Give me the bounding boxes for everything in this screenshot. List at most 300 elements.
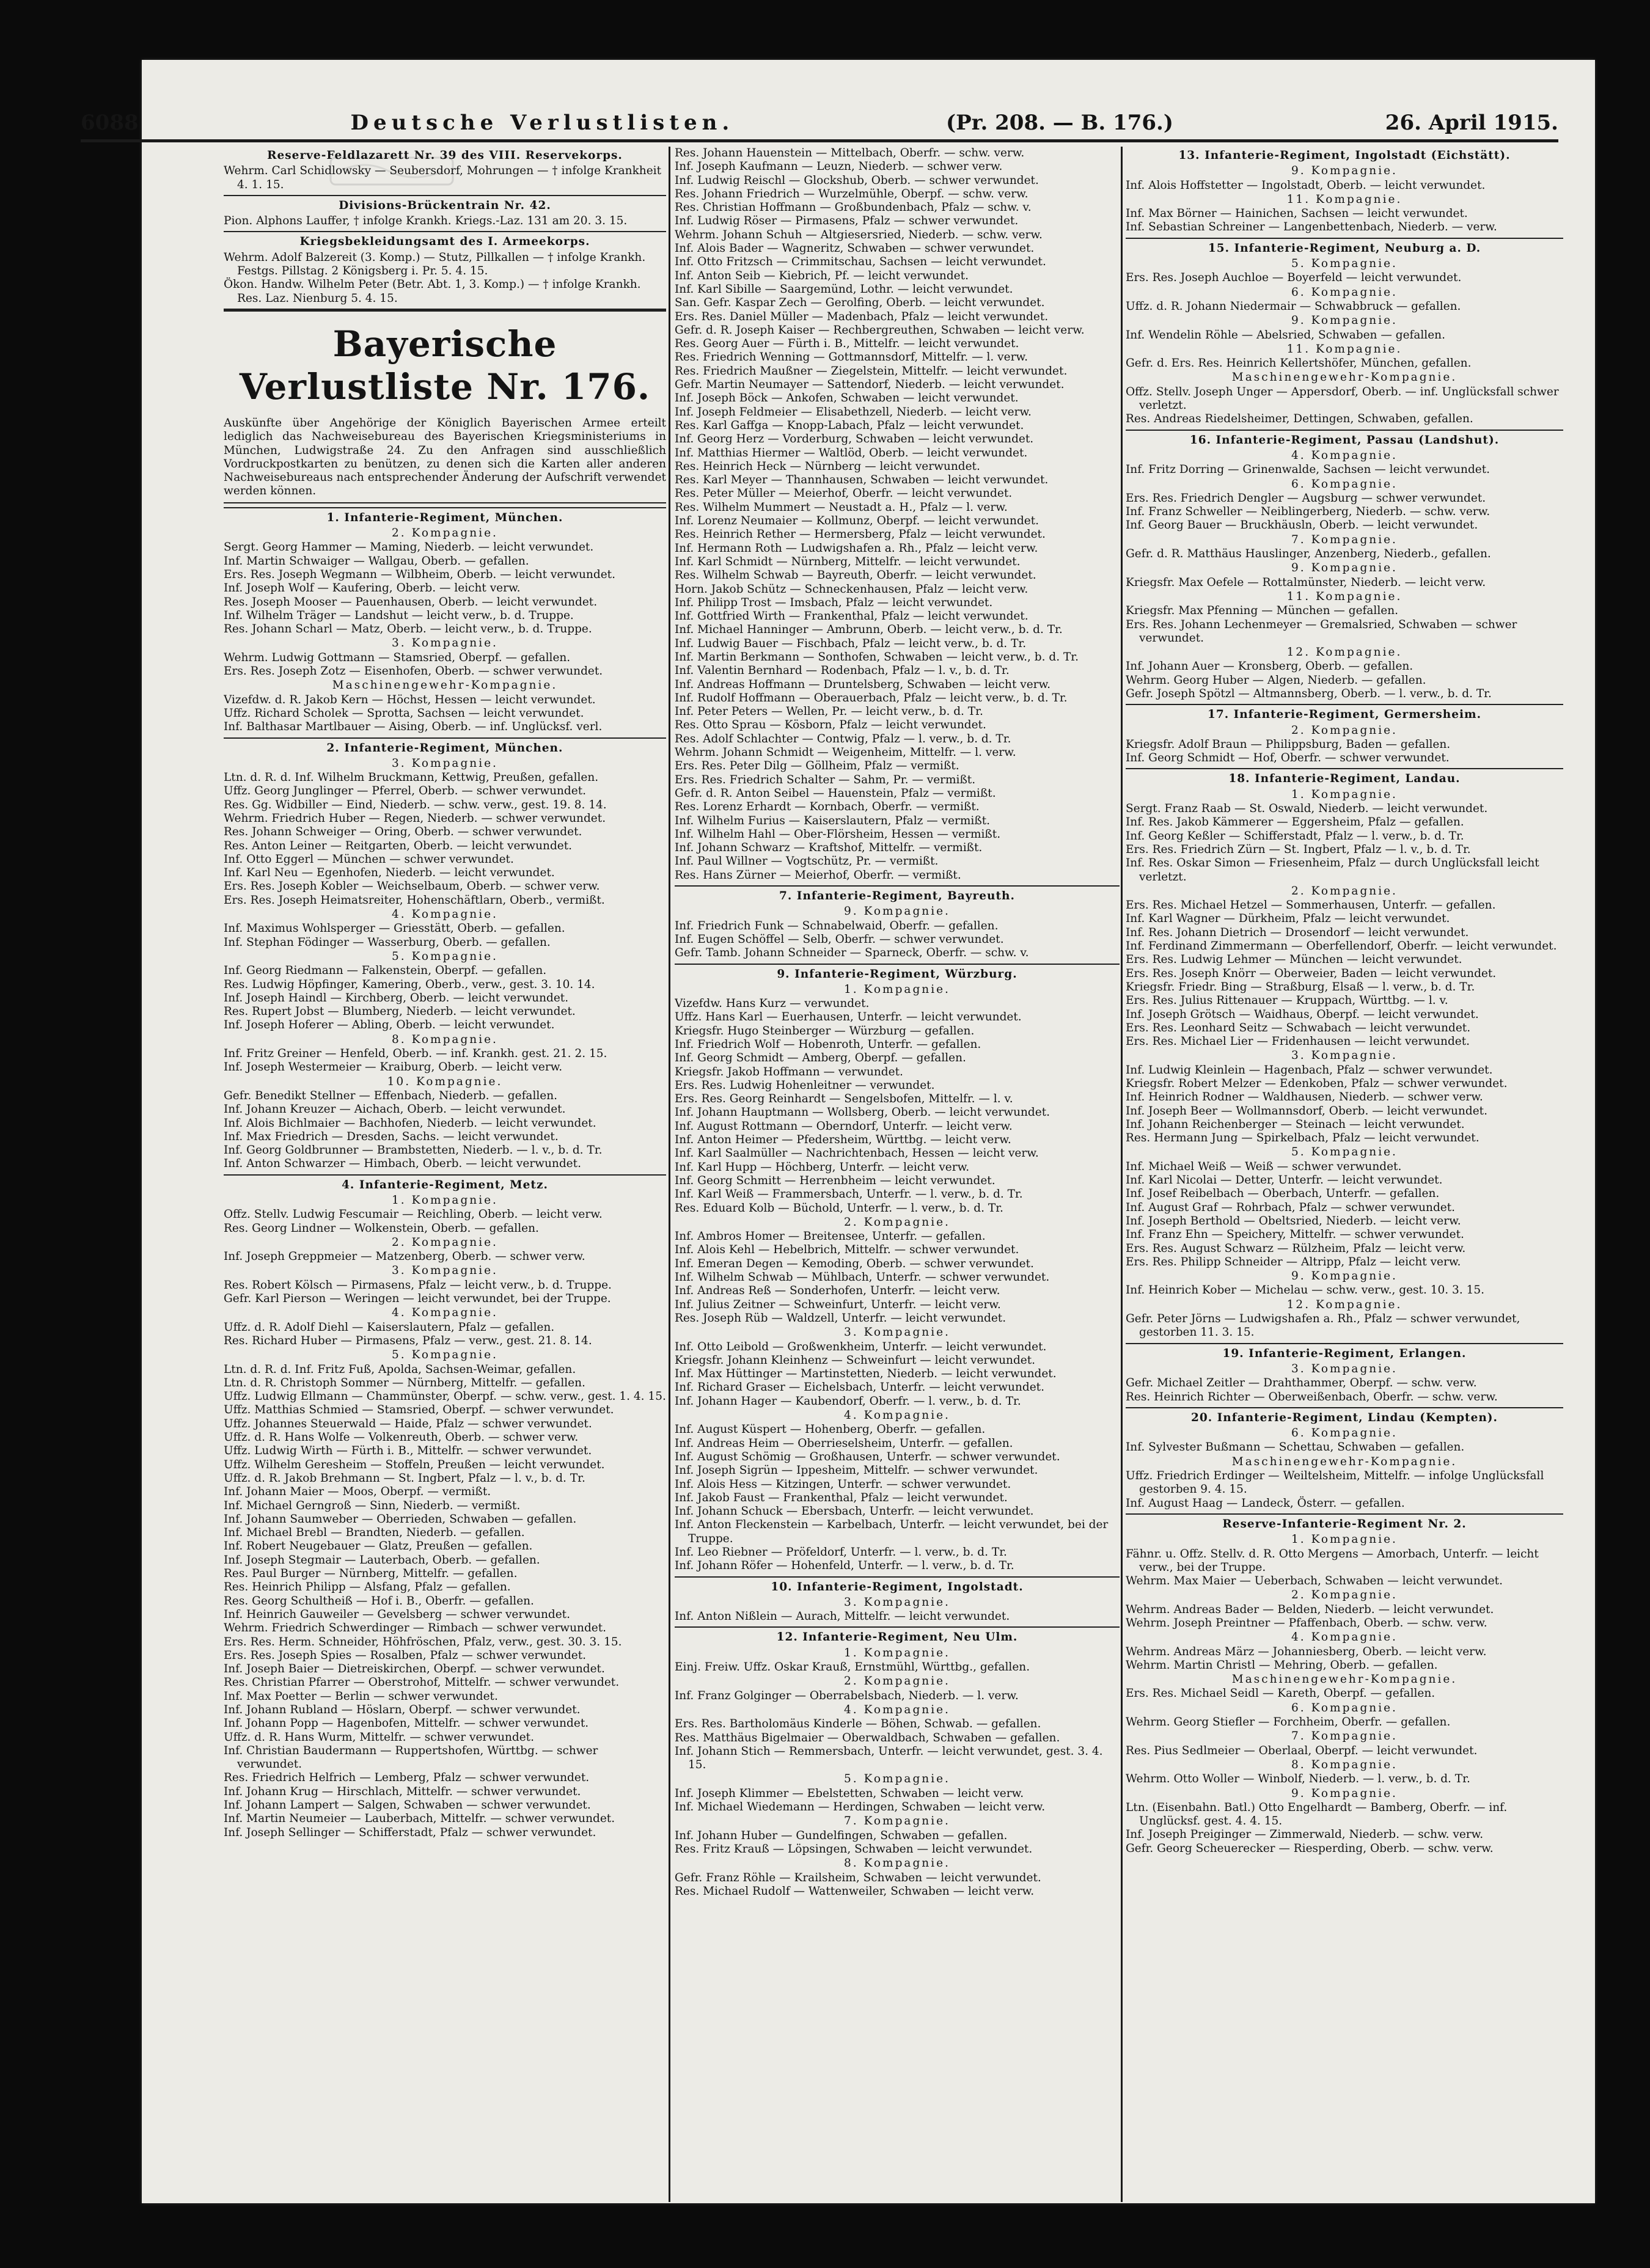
- casualty-entry: Inf. Karl Neu — Egenhofen, Niederb. — leicht verwundet.: [224, 866, 555, 880]
- casualty-entry: Uffz. Matthias Schmied — Stamsried, Oberpf. — schwer verwundet.: [224, 1403, 614, 1417]
- casualty-entry: Res. Johann Schweiger — Oring, Oberb. — schwer verwundet.: [224, 825, 582, 839]
- casualty-entry: Ers. Res. Friedrich Schalter — Sahm, Pr. — vermißt.: [675, 773, 976, 786]
- regiment-heading: 13. Infanterie-Regiment, Ingolstadt (Eichstätt).: [1178, 149, 1511, 162]
- section-rule: [224, 309, 666, 312]
- company-heading: 5. Kompagnie.: [392, 1348, 498, 1362]
- casualty-entry: Inf. Joseph Sellinger — Schifferstadt, Pfalz — schwer verwundet.: [224, 1826, 596, 1839]
- casualty-entry: Uffz. d. R. Adolf Diehl — Kaiserslautern, Pfalz — gefallen.: [224, 1320, 555, 1334]
- casualty-entry: Inf. Johann Auer — Kronsberg, Oberb. — gefallen.: [1126, 660, 1414, 673]
- casualty-entry: Inf. Johann Schwarz — Kraftshof, Mittelfr. — vermißt.: [675, 841, 983, 855]
- regiment-heading: Kriegsbekleidungsamt des I. Armeekorps.: [299, 235, 590, 249]
- page-header: [81, 109, 1558, 142]
- casualty-entry: Inf. Michael Hanninger — Ambrunn, Oberb. — leicht verw., b. d. Tr.: [675, 623, 1063, 637]
- section-rule: [1126, 1343, 1563, 1344]
- company-heading: 12. Kompagnie.: [1286, 646, 1402, 659]
- casualty-entry: Vizefdw. d. R. Jakob Kern — Höchst, Hessen — leicht verwundet.: [224, 693, 596, 706]
- casualty-entry: Gefr. Georg Scheuerecker — Riesperding, Oberb. — schw. verw.: [1126, 1842, 1494, 1855]
- casualty-entry: Inf. August Graf — Rohrbach, Pfalz — schwer verwundet.: [1126, 1201, 1456, 1214]
- company-heading: 1. Kompagnie.: [392, 1194, 498, 1207]
- casualty-entry: Inf. Johann Saumweber — Oberrieden, Schwaben — gefallen.: [224, 1512, 577, 1526]
- casualty-entry: Inf. Res. Johann Dietrich — Drosendorf — leicht verwundet.: [1126, 926, 1469, 939]
- casualty-entry: Ers. Res. Joseph Kobler — Weichselbaum, Oberb. — schwer verw.: [224, 880, 600, 893]
- casualty-entry: Kriegsfr. Hugo Steinberger — Würzburg — gefallen.: [675, 1024, 975, 1037]
- company-heading: 6. Kompagnie.: [1291, 477, 1398, 491]
- casualty-entry: Res. Georg Auer — Fürth i. B., Mittelfr. — leicht verwundet.: [675, 337, 1019, 351]
- casualty-entry: Inf. Johann Reichenberger — Steinach — leicht verwundet.: [1126, 1118, 1465, 1131]
- casualty-entry: Res. Gg. Widbiller — Eind, Niederb. — schw. verw., gest. 19. 8. 14.: [224, 798, 607, 811]
- casualty-entry: Inf. Martin Neumeier — Lauberbach, Mittelfr. — schwer verwundet.: [224, 1812, 615, 1826]
- casualty-entry: Offz. Stellv. Ludwig Fescumair — Reichling, Oberb. — leicht verw.: [224, 1208, 603, 1221]
- casualty-entry: Inf. Andreas Reß — Sonderhofen, Unterfr. — leicht verw.: [675, 1284, 1000, 1298]
- casualty-entry: Ers. Res. Michael Hetzel — Sommerhausen, Unterfr. — gefallen.: [1126, 899, 1496, 912]
- casualty-entry: Gefr. Michael Zeitler — Drahthammer, Oberpf. — schw. verw.: [1126, 1377, 1477, 1390]
- casualty-entry: Res. Georg Lindner — Wolkenstein, Oberb. — gefallen.: [224, 1221, 539, 1235]
- casualty-entry: Inf. Anton Schwarzer — Himbach, Oberb. — leicht verwundet.: [224, 1157, 581, 1171]
- casualty-entry: Inf. Max Hüttinger — Martinstetten, Niederb. — leicht verwundet.: [675, 1367, 1057, 1381]
- section-rule: [1126, 704, 1563, 705]
- casualty-entry: Ltn. d. R. d. Inf. Fritz Fuß, Apolda, Sachsen-Weimar, gefallen.: [224, 1363, 576, 1376]
- casualty-entry: Inf. August Schömig — Großhausen, Unterfr. — schwer verwundet.: [675, 1450, 1060, 1463]
- casualty-entry: Inf. Ludwig Röser — Pirmasens, Pfalz — schwer verwundet.: [675, 214, 1019, 228]
- company-heading: 5. Kompagnie.: [1291, 257, 1398, 271]
- casualty-entry: Uffz. Johannes Steuerwald — Haide, Pfalz — schwer verwundet.: [224, 1417, 592, 1430]
- casualty-entry: Wehrm. Carl Schidlowsky — Seubersdorf, Mohrungen — † infolge Krankheit 4. 1. 15.: [224, 164, 661, 191]
- casualty-entry: Res. Paul Burger — Nürnberg, Mittelfr. — gefallen.: [224, 1567, 518, 1581]
- casualty-entry: Res. Wilhelm Schwab — Bayreuth, Oberfr. — leicht verwundet.: [675, 569, 1036, 582]
- casualty-entry: Res. Heinrich Richter — Oberweißenbach, Oberfr. — schw. verw.: [1126, 1390, 1498, 1403]
- company-heading: 1. Kompagnie.: [1291, 1533, 1398, 1546]
- casualty-entry: Gefr. Franz Röhle — Krailsheim, Schwaben — leicht verwundet.: [675, 1871, 1041, 1884]
- casualty-entry: Res. Heinrich Philipp — Alsfang, Pfalz — gefallen.: [224, 1581, 511, 1594]
- company-heading: 3. Kompagnie.: [1291, 1049, 1398, 1063]
- company-heading: 7. Kompagnie.: [1291, 1730, 1398, 1743]
- casualty-entry: Ers. Res. Georg Reinhardt — Sengelsbofen, Mittelfr. — l. v.: [675, 1092, 1013, 1106]
- casualty-entry: Inf. Anton Seib — Kiebrich, Pf. — leicht verwundet.: [675, 269, 969, 282]
- casualty-entry: Kriegsfr. Adolf Braun — Philippsburg, Baden — gefallen.: [1126, 737, 1451, 751]
- casualty-entry: Einj. Freiw. Uffz. Oskar Krauß, Ernstmühl, Württbg., gefallen.: [675, 1661, 1030, 1674]
- casualty-entry: Ltn. (Eisenbahn. Batl.) Otto Engelhardt — Bamberg, Oberfr. — inf. Unglücksf. gest. 4. 4. 15.: [1126, 1801, 1508, 1828]
- casualty-entry: Kriegsfr. Max Pfenning — München — gefallen.: [1126, 604, 1398, 618]
- casualty-entry: Inf. August Küspert — Hohenberg, Oberfr. — gefallen.: [675, 1423, 986, 1436]
- casualty-entry: Inf. Hermann Roth — Ludwigshafen a. Rh., Pfalz — leicht verw.: [675, 541, 1038, 555]
- casualty-entry: Inf. Joseph Baier — Dietreiskirchen, Oberpf. — schwer verwundet.: [224, 1663, 605, 1676]
- casualty-entry: Inf. Balthasar Martlbauer — Aising, Oberb. — inf. Unglücksf. verl.: [224, 720, 603, 734]
- casualty-entry: Gefr. d. R. Matthäus Hauslinger, Anzenberg, Niederb., gefallen.: [1126, 547, 1491, 561]
- casualty-entry: Ers. Res. Peter Dilg — Göllheim, Pfalz — vermißt.: [675, 759, 959, 773]
- casualty-entry: Inf. Julius Zeitner — Schweinfurt, Unterfr. — leicht verw.: [675, 1298, 1001, 1311]
- regiment-heading: 7. Infanterie-Regiment, Bayreuth.: [779, 890, 1015, 903]
- casualty-entry: Inf. Johann Hauptmann — Wollsberg, Oberb. — leicht verwundet.: [675, 1106, 1050, 1119]
- casualty-entry: Inf. Martin Schwaiger — Wallgau, Oberb. — gefallen.: [224, 554, 529, 568]
- casualty-entry: Inf. Rudolf Hoffmann — Oberauerbach, Pfalz — leicht verw., b. d. Tr.: [675, 691, 1068, 704]
- casualty-entry: Inf. Leo Riebner — Pröfeldorf, Unterfr. — l. verw., b. d. Tr.: [675, 1545, 1007, 1559]
- company-heading: 2. Kompagnie.: [1291, 723, 1398, 737]
- company-heading: Maschinengewehr-Kompagnie.: [1231, 371, 1458, 384]
- casualty-entry: Inf. Max Friedrich — Dresden, Sachs. — leicht verwundet.: [224, 1130, 559, 1143]
- company-heading: 11. Kompagnie.: [1286, 192, 1402, 206]
- casualty-entry: Uffz. d. R. Hans Wolfe — Volkenreuth, Oberb. — schwer verw.: [224, 1431, 579, 1444]
- regiment-heading: Reserve-Feldlazarett Nr. 39 des VIII. Reservekorps.: [267, 149, 623, 162]
- company-heading: 9. Kompagnie.: [1291, 1270, 1398, 1283]
- casualty-entry: Fähnr. u. Offz. Stellv. d. R. Otto Mergens — Amorbach, Unterfr. — leicht verw., bei der Truppe.: [1126, 1547, 1539, 1574]
- casualty-entry: Wehrm. Martin Christl — Mehring, Oberb. — gefallen.: [1126, 1658, 1438, 1672]
- company-heading: 1. Kompagnie.: [844, 982, 950, 996]
- casualty-entry: Uffz. Hans Karl — Euerhausen, Unterfr. — leicht verwundet.: [675, 1011, 1022, 1024]
- regiment-heading: 15. Infanterie-Regiment, Neuburg a. D.: [1208, 241, 1481, 255]
- casualty-entry: Ers. Res. Joseph Zotz — Eisenhofen, Oberb. — schwer verwundet.: [224, 665, 603, 678]
- company-heading: 10. Kompagnie.: [387, 1075, 503, 1088]
- casualty-entry: Inf. Richard Graser — Eichelsbach, Unterfr. — leicht verwundet.: [675, 1381, 1044, 1394]
- company-heading: 4. Kompagnie.: [1291, 1631, 1398, 1644]
- casualty-entry: Inf. Fritz Greiner — Henfeld, Oberb. — inf. Krankh. gest. 21. 2. 15.: [224, 1047, 607, 1061]
- casualty-entry: Ers. Res. Julius Rittenauer — Kruppach, Württbg. — l. v.: [1126, 994, 1448, 1008]
- casualty-entry: Res. Georg Schultheiß — Hof i. B., Oberfr. — gefallen.: [224, 1594, 534, 1608]
- casualty-entry: Inf. Karl Nicolai — Detter, Unterfr. — leicht verwundet.: [1126, 1174, 1443, 1187]
- regiment-heading: 17. Infanterie-Regiment, Germersheim.: [1207, 708, 1482, 722]
- casualty-entry: Ltn. d. R. d. Inf. Wilhelm Bruckmann, Kettwig, Preußen, gefallen.: [224, 771, 599, 785]
- company-heading: 3. Kompagnie.: [392, 1264, 498, 1278]
- casualty-entry: Inf. Johann Krug — Hirschlach, Mittelfr. — schwer verwundet.: [224, 1785, 581, 1798]
- company-heading: 3. Kompagnie.: [844, 1595, 950, 1609]
- casualty-entry: Inf. Friedrich Wolf — Hobenroth, Unterfr. — gefallen.: [675, 1038, 981, 1051]
- regiment-heading: 2. Infanterie-Regiment, München.: [326, 741, 563, 755]
- company-heading: 4. Kompagnie.: [392, 908, 498, 921]
- casualty-entry: Gefr. Benedikt Stellner — Effenbach, Niederb. — gefallen.: [224, 1089, 558, 1102]
- casualty-entry: Uffz. d. R. Johann Niedermair — Schwabbruck — gefallen.: [1126, 299, 1461, 313]
- casualty-entry: Inf. Otto Leibold — Großwenkheim, Unterfr. — leicht verwundet.: [675, 1340, 1047, 1353]
- casualty-entry: Inf. Matthias Hiermer — Waltlöd, Oberb. — leicht verwundet.: [675, 446, 1028, 459]
- casualty-entry: Inf. Joseph Grötsch — Waidhaus, Oberpf. — leicht verwundet.: [1126, 1008, 1479, 1021]
- casualty-entry: Inf. Franz Ehn — Speichery, Mittelfr. — schwer verwundet.: [1126, 1228, 1464, 1242]
- casualty-entry: Inf. Wilhelm Träger — Landshut — leicht verw., b. d. Truppe.: [224, 609, 574, 622]
- casualty-entry: Ers. Res. Joseph Auchloe — Boyerfeld — leicht verwundet.: [1126, 271, 1462, 285]
- casualty-entry: Res. Ludwig Höpfinger, Kamering, Oberb., verw., gest. 3. 10. 14.: [224, 978, 595, 991]
- section-rule: [675, 1626, 1120, 1628]
- casualty-entry: Uffz. Ludwig Ellmann — Chammünster, Oberpf. — schw. verw., gest. 1. 4. 15.: [224, 1390, 666, 1403]
- casualty-entry: Wehrm. Max Maier — Ueberbach, Schwaben — leicht verwundet.: [1126, 1575, 1503, 1588]
- casualty-entry: Res. Hans Zürner — Meierhof, Oberfr. — vermißt.: [675, 868, 961, 882]
- casualty-entry: Offz. Stellv. Joseph Unger — Appersdorf, Oberb. — inf. Unglücksfall schwer verletzt.: [1126, 385, 1559, 412]
- casualty-entry: Res. Christian Hoffmann — Großbundenbach, Pfalz — schw. v.: [675, 201, 1032, 214]
- casualty-entry: Inf. Karl Weiß — Frammersbach, Unterfr. — l. verw., b. d. Tr.: [675, 1188, 1023, 1201]
- regiment-heading: 18. Infanterie-Regiment, Landau.: [1228, 772, 1461, 786]
- casualty-entry: Wehrm. Friedrich Huber — Regen, Niederb. — schwer verwundet.: [224, 811, 606, 825]
- casualty-entry: Horn. Jakob Schütz — Schneckenhausen, Pfalz — leicht verw.: [675, 582, 1028, 596]
- casualty-entry: Kriegsfr. Max Oefele — Rottalmünster, Niederb. — leicht verw.: [1126, 576, 1486, 589]
- casualty-entry: Res. Anton Leiner — Reitgarten, Oberb. — leicht verwundet.: [224, 839, 573, 852]
- casualty-entry: Inf. Joseph Preiginger — Zimmerwald, Niederb. — schw. verw.: [1126, 1828, 1484, 1842]
- casualty-entry: Res. Robert Kölsch — Pirmasens, Pfalz — leicht verw., b. d. Truppe.: [224, 1278, 612, 1292]
- intro-notice: Auskünfte über Angehörige der Königlich Bayerischen Armee erteilt lediglich das Nachweisebureau des Bayerischen Kriegsministeriums in München, Ludwigstraße 24. Zu den Anfragen sind ausschließlich Vordruckpostkarten zu benützen, zu denen sich die Karten aller anderen Nachweisebureaus nach entsprechender Änderung der Aufschrift verwendet werden können.: [224, 417, 666, 503]
- company-heading: Maschinengewehr-Kompagnie.: [1231, 1455, 1458, 1468]
- casualty-entry: Res. Christian Pfarrer — Oberstrohof, Mittelfr. — schwer verwundet.: [224, 1676, 620, 1689]
- company-heading: 8. Kompagnie.: [1291, 1758, 1398, 1771]
- casualty-entry: Inf. Ferdinand Zimmermann — Oberfellendorf, Oberfr. — leicht verwundet.: [1126, 940, 1557, 953]
- casualty-entry: Inf. Eugen Schöffel — Selb, Oberfr. — schwer verwundet.: [675, 932, 1004, 946]
- casualty-entry: Inf. Res. Jakob Kämmerer — Eggersheim, Pfalz — gefallen.: [1126, 816, 1464, 829]
- casualty-entry: Res. Johann Scharl — Matz, Oberb. — leicht verw., b. d. Truppe.: [224, 623, 592, 636]
- casualty-entry: Inf. Georg Schmidt — Hof, Oberfr. — schwer verwundet.: [1126, 752, 1450, 765]
- casualty-entry: Uffz. Georg Junglinger — Pferrel, Oberb. — schwer verwundet.: [224, 785, 587, 798]
- casualty-entry: Inf. Gottfried Wirth — Frankenthal, Pfalz — leicht verwundet.: [675, 610, 1028, 623]
- casualty-entry: Inf. Georg Schmidt — Amberg, Oberpf. — gefallen.: [675, 1052, 966, 1065]
- section-rule: [675, 885, 1120, 887]
- casualty-entry: Ers. Res. August Schwarz — Rülzheim, Pfalz — leicht verw.: [1126, 1242, 1466, 1255]
- casualty-entry: Inf. Max Börner — Hainichen, Sachsen — leicht verwundet.: [1126, 207, 1468, 221]
- casualty-entry: Inf. Heinrich Gauweiler — Gevelsberg — schwer verwundet.: [224, 1608, 570, 1621]
- casualty-entry: Inf. Franz Golginger — Oberrabelsbach, Niederb. — l. verw.: [675, 1689, 1019, 1702]
- casualty-entry: Gefr. d. R. Joseph Kaiser — Rechbergreuthen, Schwaben — leicht verw.: [675, 323, 1085, 337]
- casualty-entry: Res. Hermann Jung — Spirkelbach, Pfalz — leicht verwundet.: [1126, 1132, 1480, 1145]
- company-heading: 12. Kompagnie.: [1286, 1298, 1402, 1311]
- casualty-entry: Inf. Stephan Födinger — Wasserburg, Oberb. — gefallen.: [224, 935, 551, 949]
- casualty-entry: Kriegsfr. Robert Melzer — Edenkoben, Pfalz — schwer verwundet.: [1126, 1077, 1508, 1090]
- casualty-entry: Uffz. Ludwig Wirth — Fürth i. B., Mittelfr. — schwer verwundet.: [224, 1444, 592, 1458]
- issue-number: (Pr. 208. — B. 176.): [946, 111, 1173, 135]
- casualty-entry: Gefr. Karl Pierson — Weringen — leicht verwundet, bei der Truppe.: [224, 1292, 611, 1306]
- casualty-entry: Ökon. Handw. Wilhelm Peter (Betr. Abt. 1, 3. Komp.) — † infolge Krankh. Res. Laz. Nienburg 5. 4. 15.: [224, 278, 641, 305]
- casualty-entry: Inf. Johann Lampert — Salgen, Schwaben — schwer verwundet.: [224, 1799, 591, 1812]
- casualty-entry: Inf. Ludwig Bauer — Fischbach, Pfalz — leicht verw., b. d. Tr.: [675, 637, 1027, 650]
- casualty-entry: Inf. Michael Brebl — Brandten, Niederb. — gefallen.: [224, 1526, 525, 1540]
- casualty-entry: Inf. Otto Fritzsch — Crimmitschau, Sachsen — leicht verwundet.: [675, 255, 1046, 269]
- casualty-entry: Inf. Alois Bader — Wagneritz, Schwaben — schwer verwundet.: [675, 242, 1035, 255]
- company-heading: 9. Kompagnie.: [844, 905, 950, 918]
- casualty-entry: Inf. August Rottmann — Oberndorf, Unterfr. — leicht verw.: [675, 1119, 1013, 1133]
- casualty-entry: Ers. Res. Joseph Wegmann — Wilbheim, Oberb. — leicht verwundet.: [224, 568, 615, 581]
- casualty-entry: Wehrm. Andreas März — Johanniesberg, Oberb. — leicht verw.: [1126, 1645, 1487, 1658]
- company-heading: 5. Kompagnie.: [844, 1772, 950, 1786]
- casualty-entry: Res. Michael Rudolf — Wattenweiler, Schwaben — leicht verw.: [675, 1884, 1035, 1898]
- company-heading: 2. Kompagnie.: [392, 1235, 498, 1249]
- casualty-entry: Inf. Joseph Westermeier — Kraiburg, Oberb. — leicht verw.: [224, 1061, 563, 1074]
- regiment-heading: 1. Infanterie-Regiment, München.: [326, 511, 563, 524]
- casualty-entry: Res. Eduard Kolb — Büchold, Unterfr. — l. verw., b. d. Tr.: [675, 1201, 1003, 1215]
- casualty-entry: Inf. Anton Fleckenstein — Karbelbach, Unterfr. — leicht verwundet, bei der Truppe.: [675, 1518, 1109, 1545]
- casualty-entry: Inf. Karl Schmidt — Nürnberg, Mittelfr. — leicht verwundet.: [675, 555, 1021, 568]
- casualty-entry: Inf. Wilhelm Furius — Kaiserslautern, Pfalz — vermißt.: [675, 814, 991, 827]
- section-rule: [1126, 430, 1563, 431]
- casualty-entry: Kriegsfr. Friedr. Bing — Straßburg, Elsaß — l. verw., b. d. Tr.: [1126, 980, 1475, 993]
- company-heading: 7. Kompagnie.: [844, 1815, 950, 1828]
- casualty-entry: Ers. Res. Ludwig Hohenleitner — verwundet.: [675, 1078, 935, 1092]
- casualty-entry: Inf. Paul Willner — Vogtschütz, Pr. — vermißt.: [675, 855, 939, 868]
- casualty-entry: Res. Richard Huber — Pirmasens, Pfalz — verw., gest. 21. 8. 14.: [224, 1334, 592, 1347]
- company-heading: 4. Kompagnie.: [844, 1703, 950, 1716]
- casualty-entry: Ers. Res. Philipp Schneider — Altripp, Pfalz — leicht verw.: [1126, 1255, 1461, 1268]
- casualty-entry: Inf. Johann Maier — Moos, Oberpf. — vermißt.: [224, 1485, 491, 1499]
- casualty-entry: Inf. Johann Röfer — Hohenfeld, Unterfr. — l. verw., b. d. Tr.: [675, 1559, 1014, 1573]
- casualty-entry: Ers. Res. Joseph Spies — Rosalben, Pfalz — schwer verwundet.: [224, 1648, 587, 1662]
- casualty-entry: Inf. August Haag — Landeck, Österr. — gefallen.: [1126, 1496, 1405, 1510]
- casualty-entry: Inf. Michael Wiedemann — Herdingen, Schwaben — leicht verw.: [675, 1801, 1046, 1814]
- casualty-entry: Inf. Alois Hoffstetter — Ingolstadt, Oberb. — leicht verwundet.: [1126, 178, 1486, 192]
- company-heading: 4. Kompagnie.: [1291, 448, 1398, 462]
- casualty-entry: Inf. Georg Goldbrunner — Brambstetten, Niederb. — l. v., b. d. Tr.: [224, 1144, 603, 1157]
- casualty-entry: Inf. Lorenz Neumaier — Kollmunz, Oberpf. — leicht verwundet.: [675, 514, 1040, 528]
- company-heading: 9. Kompagnie.: [1291, 164, 1398, 178]
- company-heading: 8. Kompagnie.: [392, 1033, 498, 1046]
- regiment-heading: Divisions-Brückentrain Nr. 42.: [339, 199, 551, 212]
- regiment-heading: 16. Infanterie-Regiment, Passau (Landshut).: [1189, 433, 1500, 447]
- casualty-entry: Inf. Karl Wagner — Dürkheim, Pfalz — leicht verwundet.: [1126, 912, 1450, 926]
- casualty-entry: Inf. Andreas Hoffmann — Druntelsberg, Schwaben — leicht verw.: [675, 678, 1051, 691]
- casualty-entry: Res. Andreas Riedelsheimer, Dettingen, Schwaben, gefallen.: [1126, 412, 1473, 426]
- casualty-entry: Inf. Joseph Feldmeier — Elisabethzell, Niederb. — leicht verw.: [675, 405, 1032, 419]
- regiment-heading: Reserve-Infanterie-Regiment Nr. 2.: [1222, 1517, 1467, 1531]
- company-heading: 9. Kompagnie.: [1291, 314, 1398, 327]
- casualty-entry: Inf. Johann Kreuzer — Aichach, Oberb. — leicht verwundet.: [224, 1103, 566, 1116]
- casualty-entry: Gefr. Joseph Spötzl — Altmannsberg, Oberb. — l. verw., b. d. Tr.: [1126, 687, 1492, 700]
- casualty-entry: Inf. Alois Hess — Kitzingen, Unterfr. — schwer verwundet.: [675, 1477, 1011, 1491]
- casualty-entry: Wehrm. Georg Huber — Algen, Niederb. — gefallen.: [1126, 673, 1426, 687]
- casualty-entry: Inf. Johann Stich — Remmersbach, Unterfr. — leicht verwundet, gest. 3. 4. 15.: [675, 1744, 1103, 1772]
- regiment-heading: 9. Infanterie-Regiment, Würzburg.: [777, 967, 1018, 981]
- casualty-entry: San. Gefr. Kaspar Zech — Gerolfing, Oberb. — leicht verwundet.: [675, 296, 1045, 310]
- casualty-entry: Inf. Heinrich Rodner — Waldhausen, Niederb. — schwer verw.: [1126, 1091, 1483, 1104]
- casualty-entry: Wehrm. Georg Stiefler — Forchheim, Oberfr. — gefallen.: [1126, 1716, 1451, 1729]
- casualty-entry: Res. Wilhelm Mummert — Neustadt a. H., Pfalz — l. verw.: [675, 500, 1008, 514]
- company-heading: 1. Kompagnie.: [1291, 788, 1398, 801]
- casualty-entry: Wehrm. Johann Schmidt — Weigenheim, Mittelfr. — l. verw.: [675, 746, 1016, 759]
- casualty-entry: Inf. Joseph Kaufmann — Leuzn, Niederb. — schwer verw.: [675, 160, 1003, 174]
- casualty-entry: Inf. Anton Heimer — Pfedersheim, Württbg. — leicht verw.: [675, 1133, 1011, 1147]
- casualty-entry: Wehrm. Otto Woller — Winbolf, Niederb. — l. verw., b. d. Tr.: [1126, 1772, 1470, 1786]
- casualty-entry: Inf. Jakob Faust — Frankenthal, Pfalz — leicht verwundet.: [675, 1491, 1008, 1504]
- casualty-entry: Ers. Res. Friedrich Zürn — St. Ingbert, Pfalz — l. v., b. d. Tr.: [1126, 843, 1471, 856]
- casualty-entry: Uffz. Friedrich Erdinger — Weiltelsheim, Mittelfr. — infolge Unglücksfall gestorben 9. 4. 15.: [1126, 1469, 1544, 1496]
- casualty-entry: Inf. Josef Reibelbach — Oberbach, Unterfr. — gefallen.: [1126, 1187, 1440, 1201]
- column-rule: [1121, 147, 1123, 2202]
- casualty-entry: Sergt. Georg Hammer — Maming, Niederb. — leicht verwundet.: [224, 541, 594, 554]
- section-rule: [675, 964, 1120, 965]
- casualty-entry: Vizefdw. Hans Kurz — verwundet.: [675, 997, 870, 1011]
- company-heading: 3. Kompagnie.: [392, 637, 498, 650]
- casualty-entry: Inf. Anton Nißlein — Aurach, Mittelfr. — leicht verwundet.: [675, 1610, 1010, 1623]
- company-heading: 2. Kompagnie.: [392, 527, 498, 540]
- section-rule: [224, 195, 666, 196]
- casualty-entry: Inf. Karl Saalmüller — Nachrichtenbach, Hessen — leicht verw.: [675, 1147, 1039, 1160]
- casualty-entry: Inf. Joseph Berthold — Obeltsried, Niederb. — leicht verw.: [1126, 1214, 1461, 1227]
- company-heading: Maschinengewehr-Kompagnie.: [332, 679, 558, 692]
- casualty-entry: Inf. Georg Keßler — Schifferstadt, Pfalz — l. verw., b. d. Tr.: [1126, 829, 1464, 843]
- casualty-entry: Gefr. Tamb. Johann Schneider — Sparneck, Oberfr. — schw. v.: [675, 946, 1029, 960]
- casualty-entry: Inf. Joseph Wolf — Kaufering, Oberb. — leicht verw.: [224, 582, 521, 595]
- casualty-entry: Inf. Res. Oskar Simon — Friesenheim, Pfalz — durch Unglücksfall leicht verletzt.: [1126, 857, 1539, 883]
- company-heading: 5. Kompagnie.: [1291, 1146, 1398, 1159]
- casualty-entry: Uffz. d. R. Hans Wurm, Mittelfr. — schwer verwundet.: [224, 1730, 535, 1744]
- company-heading: 5. Kompagnie.: [392, 949, 498, 963]
- casualty-entry: Ers. Res. Bartholomäus Kinderle — Böhen, Schwab. — gefallen.: [675, 1717, 1041, 1731]
- casualty-entry: Inf. Sebastian Schreiner — Langenbettenbach, Niederb. — verw.: [1126, 221, 1497, 234]
- casualty-entry: Inf. Maximus Wohlsperger — Griesstätt, Oberb. — gefallen.: [224, 922, 565, 935]
- casualty-entry: Inf. Philipp Trost — Imsbach, Pfalz — leicht verwundet.: [675, 596, 993, 609]
- company-heading: 2. Kompagnie.: [844, 1215, 950, 1229]
- company-heading: 2. Kompagnie.: [844, 1675, 950, 1688]
- company-heading: 4. Kompagnie.: [844, 1409, 950, 1422]
- casualty-entry: Inf. Robert Neugebauer — Glatz, Preußen — gefallen.: [224, 1540, 533, 1553]
- casualty-entry: Res. Heinrich Rether — Hermersberg, Pfalz — leicht verwundet.: [675, 528, 1046, 541]
- casualty-entry: Res. Otto Sprau — Kösborn, Pfalz — leicht verwundet.: [675, 719, 986, 732]
- casualty-entry: Uffz. Richard Scholek — Sprotta, Sachsen — leicht verwundet.: [224, 706, 584, 720]
- section-rule: [224, 737, 666, 739]
- casualty-entry: Wehrm. Friedrich Schwerdinger — Rimbach — schwer verwundet.: [224, 1622, 607, 1635]
- casualty-entry: Kriegsfr. Jakob Hoffmann — verwundet.: [675, 1065, 903, 1078]
- casualty-entry: Inf. Sylvester Bußmann — Schettau, Schwaben — gefallen.: [1126, 1441, 1465, 1454]
- casualty-entry: Inf. Peter Peters — Wellen, Pr. — leicht verw., b. d. Tr.: [675, 705, 983, 719]
- company-heading: 9. Kompagnie.: [1291, 562, 1398, 575]
- casualty-entry: Inf. Ambros Homer — Breitensee, Unterfr. — gefallen.: [675, 1230, 986, 1243]
- company-heading: 3. Kompagnie.: [844, 1326, 950, 1339]
- casualty-entry: Inf. Andreas Heim — Oberrieselsheim, Unterfr. — gefallen.: [675, 1436, 1013, 1450]
- casualty-entry: Ers. Res. Herm. Schneider, Höhfröschen, Pfalz, verw., gest. 30. 3. 15.: [224, 1635, 622, 1648]
- casualty-entry: Inf. Georg Herz — Vorderburg, Schwaben — leicht verwundet.: [675, 433, 1034, 446]
- page-number: 6088: [81, 111, 139, 135]
- casualty-entry: Gefr. Peter Jörns — Ludwigshafen a. Rh., Pfalz — schwer verwundet, gestorben 11. 3. 15.: [1126, 1312, 1520, 1339]
- casualty-entry: Inf. Joseph Greppmeier — Matzenberg, Oberb. — schwer verw.: [224, 1250, 585, 1264]
- section-rule: [1126, 768, 1563, 769]
- page-title: Deutsche Verlustlisten.: [350, 111, 735, 135]
- casualty-entry: Sergt. Franz Raab — St. Oswald, Niederb. — leicht verwundet.: [1126, 802, 1488, 816]
- casualty-entry: Inf. Joseph Beer — Wollmannsdorf, Oberb. — leicht verwundet.: [1126, 1104, 1487, 1118]
- casualty-entry: Inf. Joseph Stegmair — Lauterbach, Oberb. — gefallen.: [224, 1553, 540, 1567]
- casualty-entry: Ers. Res. Daniel Müller — Madenbach, Pfalz — leicht verwundet.: [675, 310, 1049, 323]
- section-rule: [224, 231, 666, 232]
- casualty-entry: Inf. Max Poetter — Berlin — schwer verwundet.: [224, 1689, 498, 1703]
- regiment-heading: 20. Infanterie-Regiment, Lindau (Kempten).: [1191, 1411, 1498, 1424]
- casualty-entry: Res. Joseph Mooser — Pauenhausen, Oberb. — leicht verwundet.: [224, 595, 598, 609]
- casualty-entry: Ers. Res. Michael Seidl — Kareth, Oberpf. — gefallen.: [1126, 1687, 1436, 1700]
- casualty-entry: Inf. Johann Popp — Hagenbofen, Mittelfr. — schwer verwundet.: [224, 1717, 589, 1730]
- casualty-entry: Gefr. d. R. Anton Seibel — Hauenstein, Pfalz — vermißt.: [675, 786, 996, 800]
- casualty-entry: Inf. Valentin Bernhard — Rodenbach, Pfalz — l. v., b. d. Tr.: [675, 664, 1010, 678]
- casualty-entry: Wehrm. Andreas Bader — Belden, Niederb. — leicht verwundet.: [1126, 1603, 1494, 1616]
- company-heading: 11. Kompagnie.: [1286, 342, 1402, 356]
- casualty-entry: Ltn. d. R. Christoph Sommer — Nürnberg, Mittelfr. — gefallen.: [224, 1376, 585, 1389]
- casualty-entry: Inf. Otto Eggerl — München — schwer verwundet.: [224, 852, 514, 866]
- casualty-entry: Inf. Michael Gerngroß — Sinn, Niederb. — vermißt.: [224, 1499, 521, 1512]
- list-title: Bayerische Verlustliste Nr. 176.: [239, 323, 651, 408]
- casualty-entry: Res. Lorenz Erhardt — Kornbach, Oberfr. — vermißt.: [675, 800, 980, 814]
- casualty-entry: Gefr. Martin Neumayer — Sattendorf, Niederb. — leicht verwundet.: [675, 378, 1065, 392]
- casualty-entry: Uffz. d. R. Jakob Brehmann — St. Ingbert, Pfalz — l. v., b. d. Tr.: [224, 1471, 585, 1485]
- casualty-entry: Inf. Joseph Böck — Ankofen, Schwaben — leicht verwundet.: [675, 392, 1019, 405]
- casualty-entry: Inf. Michael Weiß — Weiß — schwer verwundet.: [1126, 1160, 1402, 1173]
- company-heading: 2. Kompagnie.: [1291, 1589, 1398, 1602]
- casualty-entry: Res. Adolf Schlachter — Contwig, Pfalz — l. verw., b. d. Tr.: [675, 732, 1011, 745]
- company-heading: 8. Kompagnie.: [844, 1857, 950, 1870]
- company-heading: 11. Kompagnie.: [1286, 590, 1402, 603]
- company-heading: 9. Kompagnie.: [1291, 1787, 1398, 1800]
- section-rule: [224, 1174, 666, 1176]
- casualty-entry: Ers. Res. Joseph Heimatsreiter, Hohenschäftlarn, Oberb., vermißt.: [224, 893, 605, 907]
- casualty-entry: Pion. Alphons Lauffer, † infolge Krankh. Kriegs.-Laz. 131 am 20. 3. 15.: [224, 214, 628, 228]
- regiment-heading: 19. Infanterie-Regiment, Erlangen.: [1222, 1347, 1467, 1360]
- company-heading: 1. Kompagnie.: [844, 1646, 950, 1659]
- company-heading: 3. Kompagnie.: [1291, 1362, 1398, 1375]
- casualty-entry: Inf. Emeran Degen — Kemoding, Oberb. — schwer verwundet.: [675, 1257, 1034, 1270]
- casualty-entry: Ers. Res. Ludwig Lehmer — München — leicht verwundet.: [1126, 953, 1462, 967]
- casualty-entry: Inf. Georg Bauer — Bruckhäusln, Oberb. — leicht verwundet.: [1126, 519, 1478, 532]
- casualty-entry: Inf. Joseph Sigrün — Ippesheim, Mittelfr. — schwer verwundet.: [675, 1464, 1038, 1477]
- casualty-entry: Inf. Georg Riedmann — Falkenstein, Oberpf. — gefallen.: [224, 964, 547, 978]
- regiment-heading: 12. Infanterie-Regiment, Neu Ulm.: [776, 1631, 1018, 1644]
- column-3: [1126, 147, 1563, 2202]
- casualty-entry: Inf. Joseph Klimmer — Ebelstetten, Schwaben — leicht verw.: [675, 1787, 1024, 1800]
- casualty-entry: Inf. Joseph Haindl — Kirchberg, Oberb. — leicht verwundet.: [224, 991, 569, 1004]
- casualty-entry: Gefr. d. Ers. Res. Heinrich Kellertshöfer, München, gefallen.: [1126, 357, 1472, 370]
- casualty-entry: Res. Rupert Jobst — Blumberg, Niederb. — leicht verwundet.: [224, 1005, 576, 1019]
